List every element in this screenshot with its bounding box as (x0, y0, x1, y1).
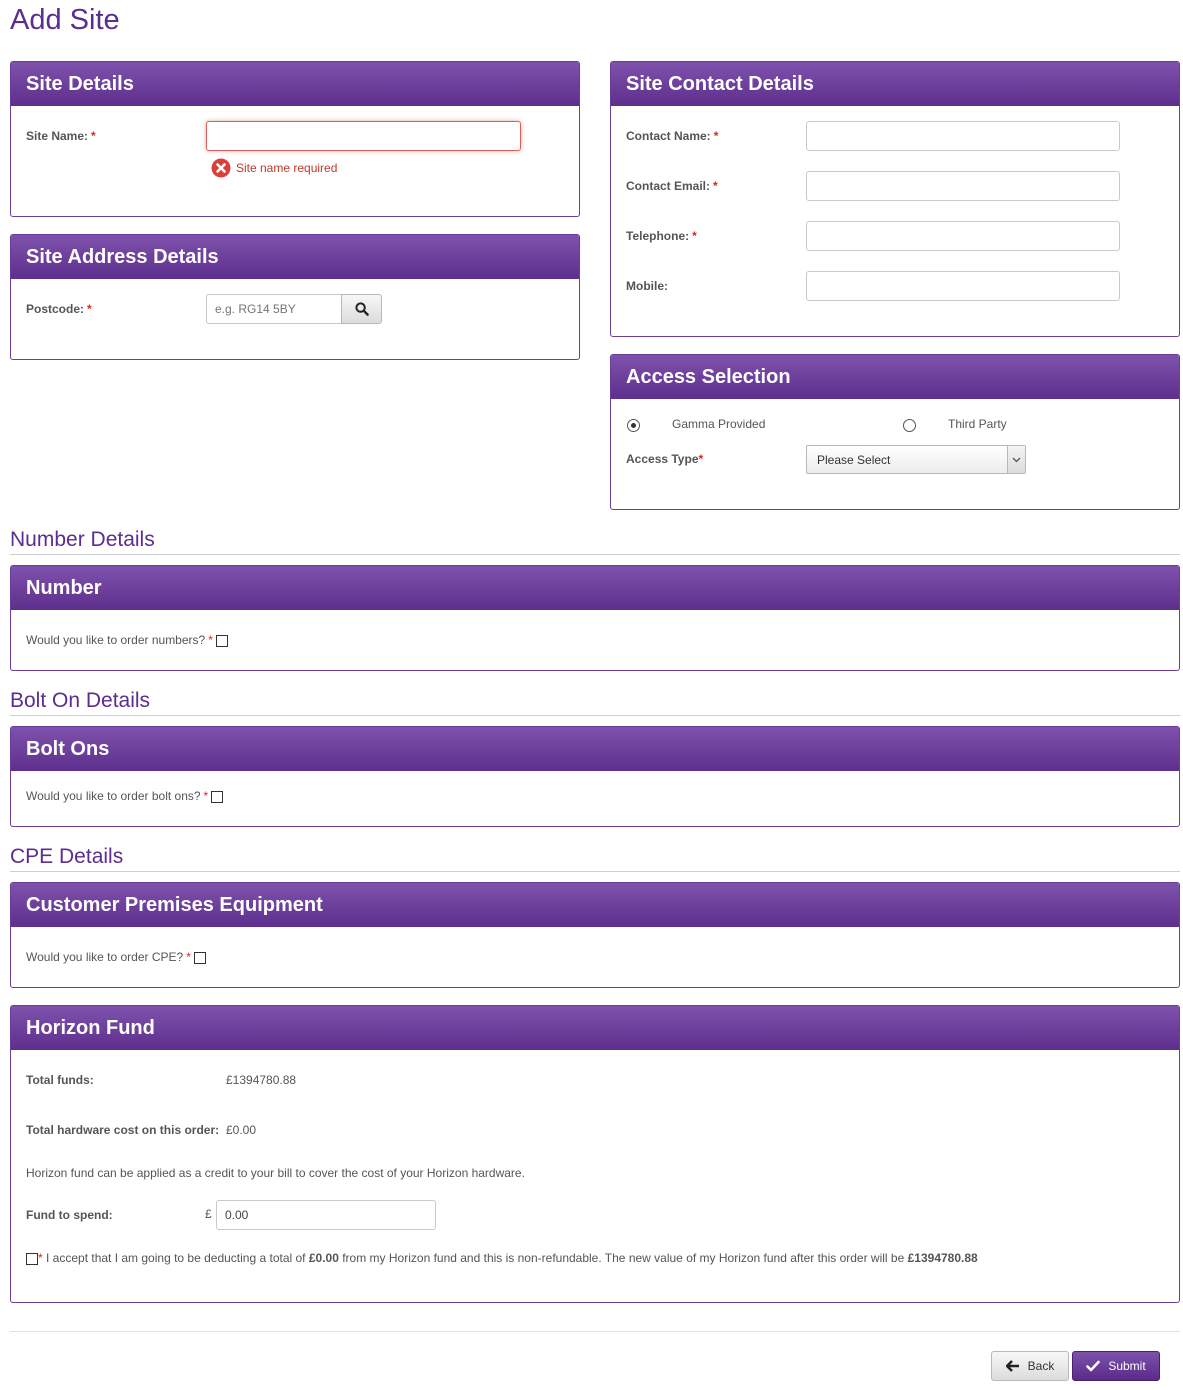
order-cpe-checkbox[interactable] (194, 952, 206, 964)
order-cpe-question: Would you like to order CPE? * (26, 950, 206, 964)
mobile-label: Mobile: (626, 279, 668, 293)
third-party-label: Third Party (948, 417, 1007, 431)
order-numbers-checkbox[interactable] (216, 635, 228, 647)
chevron-down-icon (1007, 446, 1025, 473)
order-numbers-question: Would you like to order numbers? * (26, 633, 228, 647)
postcode-label: Postcode: * (26, 302, 92, 316)
error-circle-icon (211, 158, 231, 178)
site-name-input[interactable] (206, 121, 521, 151)
telephone-label: Telephone: * (626, 229, 697, 243)
submit-button-label: Submit (1108, 1359, 1146, 1373)
site-address-heading: Site Address Details (11, 235, 579, 279)
hardware-cost-value: £0.00 (226, 1123, 257, 1137)
third-party-radio[interactable] (903, 419, 916, 432)
contact-name-label: Contact Name: * (626, 129, 719, 143)
horizon-fund-heading: Horizon Fund (11, 1006, 1179, 1050)
bolt-on-details-title: Bolt On Details (10, 689, 151, 712)
horizon-fund-panel (10, 1005, 1180, 1303)
site-details-panel (10, 61, 580, 217)
site-name-error (211, 158, 337, 178)
footer-divider (10, 1331, 1180, 1332)
search-icon (355, 302, 369, 316)
gamma-provided-label: Gamma Provided (672, 417, 766, 431)
page-title: Add Site (10, 4, 120, 36)
cpe-details-title: CPE Details (10, 845, 124, 868)
bolt-on-details-divider (10, 715, 1180, 716)
postcode-input[interactable] (206, 294, 342, 324)
site-contact-panel (610, 61, 1180, 337)
bolt-ons-heading: Bolt Ons (11, 727, 1179, 771)
back-button-label: Back (1027, 1359, 1055, 1373)
access-type-label: Access Type* (626, 452, 704, 466)
contact-name-input[interactable] (806, 121, 1120, 151)
accept-terms-checkbox[interactable] (26, 1253, 38, 1265)
order-bolt-ons-question: Would you like to order bolt ons? * (26, 789, 223, 803)
total-funds-label: Total funds: (26, 1073, 94, 1087)
access-type-value: Please Select (817, 453, 891, 467)
submit-button[interactable] (1072, 1351, 1160, 1381)
site-address-panel (10, 234, 580, 360)
cpe-details-divider (10, 871, 1180, 872)
bolt-ons-panel (10, 726, 1180, 827)
order-bolt-ons-checkbox[interactable] (211, 791, 223, 803)
site-name-label: Site Name: * (26, 129, 96, 143)
contact-email-input[interactable] (806, 171, 1120, 201)
number-heading: Number (11, 566, 1179, 610)
gamma-provided-radio[interactable] (627, 419, 640, 432)
access-type-select[interactable] (806, 445, 1026, 474)
check-icon (1086, 1360, 1100, 1372)
telephone-input[interactable] (806, 221, 1120, 251)
number-details-divider (10, 554, 1180, 555)
horizon-fund-info: Horizon fund can be applied as a credit to your bill to cover the cost of your Horizon hardware. (26, 1166, 525, 1180)
access-selection-heading: Access Selection (611, 355, 1179, 399)
currency-symbol: £ (205, 1207, 212, 1221)
cpe-heading: Customer Premises Equipment (11, 883, 1179, 927)
number-details-title: Number Details (10, 528, 155, 551)
cpe-panel (10, 882, 1180, 988)
access-selection-panel (610, 354, 1180, 510)
site-contact-heading: Site Contact Details (611, 62, 1179, 106)
hardware-cost-label: Total hardware cost on this order: (26, 1123, 220, 1137)
arrow-left-icon (1006, 1360, 1020, 1372)
accept-terms: * I accept that I am going to be deducting a total of £0.00 from my Horizon fund and this is non-refundable. The new value of my Horizon fund after this order will be £1394780.88 (26, 1251, 978, 1265)
postcode-search-button[interactable] (341, 294, 382, 324)
total-funds-value: £1394780.88 (226, 1073, 297, 1087)
number-panel (10, 565, 1180, 671)
mobile-input[interactable] (806, 271, 1120, 301)
fund-to-spend-label: Fund to spend: (26, 1208, 113, 1222)
site-name-error-text: Site name required (236, 161, 338, 175)
contact-email-label: Contact Email: * (626, 179, 718, 193)
back-button[interactable] (991, 1351, 1069, 1381)
fund-to-spend-input[interactable] (216, 1200, 436, 1230)
site-details-heading: Site Details (11, 62, 579, 106)
